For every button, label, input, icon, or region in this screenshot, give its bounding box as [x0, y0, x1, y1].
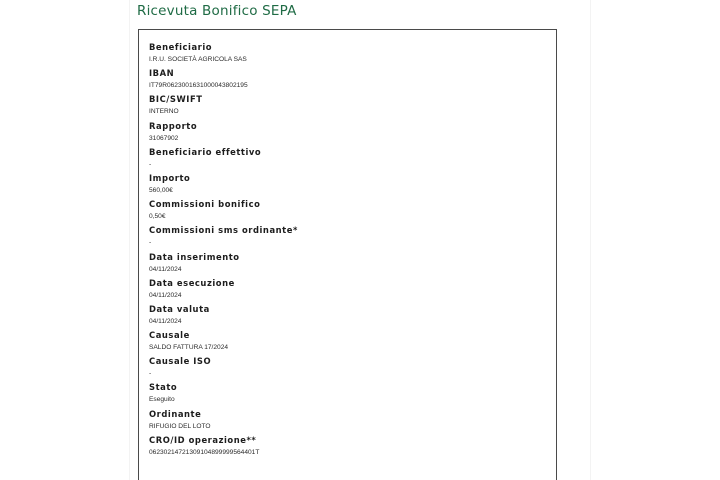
- field-value: SALDO FATTURA 17/2024: [149, 344, 229, 352]
- field-label: BIC/SWIFT: [149, 94, 203, 105]
- field-list: [149, 42, 546, 461]
- field-bic-swift: [149, 94, 546, 120]
- field-value: INTERNO: [149, 108, 179, 116]
- field-value: 04/11/2024: [149, 291, 182, 299]
- field-label: Beneficiario: [149, 42, 213, 52]
- field-label: Data inserimento: [149, 251, 240, 262]
- field-beneficiario: [149, 42, 546, 68]
- field-label: Causale: [149, 330, 190, 341]
- field-label: Commissioni bonifico: [149, 199, 261, 210]
- field-value: -: [149, 239, 152, 247]
- field-value: 04/11/2024: [149, 317, 182, 325]
- field-value: 560,00€: [149, 186, 173, 194]
- field-value: -: [149, 370, 152, 378]
- field-label: IBAN: [149, 68, 175, 79]
- field-value: Eseguito: [149, 396, 175, 404]
- field-value: RIFUGIO DEL LOTO: [149, 422, 211, 430]
- field-data-esecuzione: [149, 278, 546, 304]
- document-title: Ricevuta Bonifico SEPA: [137, 3, 297, 19]
- field-value: 06230214721309104899999564401T: [149, 448, 260, 456]
- field-beneficiario-effettivo: [149, 147, 546, 173]
- field-label: Causale ISO: [149, 356, 212, 367]
- field-commissioni-sms: [149, 225, 546, 251]
- field-value: 04/11/2024: [149, 265, 182, 273]
- field-importo: [149, 173, 546, 199]
- field-label: Data valuta: [149, 303, 210, 314]
- field-label: Stato: [149, 382, 178, 393]
- field-commissioni-bonifico: [149, 199, 546, 225]
- field-label: Data esecuzione: [149, 277, 235, 288]
- field-value: IT79R0623001631000043802195: [149, 82, 248, 90]
- field-data-inserimento: [149, 252, 546, 278]
- field-cro-id-operazione: [149, 435, 546, 461]
- receipt-frame: [138, 29, 557, 480]
- field-label: Commissioni sms ordinante*: [149, 225, 298, 236]
- field-stato: [149, 382, 546, 408]
- field-ordinante: [149, 409, 546, 435]
- field-value: I.R.U. SOCIETÀ AGRICOLA SAS: [149, 56, 247, 63]
- field-label: Ordinante: [149, 408, 202, 419]
- field-causale-iso: [149, 356, 546, 382]
- field-data-valuta: [149, 304, 546, 330]
- field-label: Beneficiario effettivo: [149, 146, 262, 157]
- field-rapporto: [149, 121, 546, 147]
- field-value: -: [149, 160, 152, 168]
- field-label: Rapporto: [149, 120, 198, 131]
- field-label: Importo: [149, 172, 191, 183]
- field-value: 31067902: [149, 134, 179, 142]
- field-label: CRO/ID operazione**: [149, 434, 257, 445]
- field-iban: [149, 68, 546, 94]
- field-causale: [149, 330, 546, 356]
- field-value: 0,50€: [149, 213, 166, 221]
